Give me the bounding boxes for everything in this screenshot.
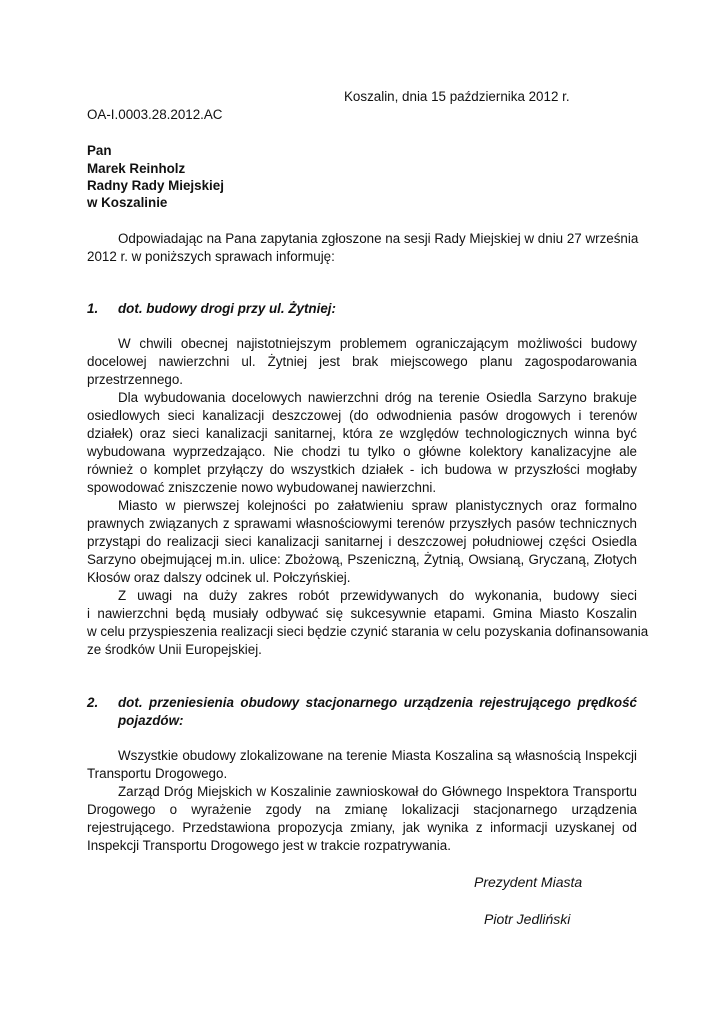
section1-line: W chwili obecnej najistotniejszym problemem ograniczającym możliwości budowy (118, 336, 637, 351)
section1-line: Z uwagi na duży zakres robót przewidywanych do wykonania, budowy sieci (118, 588, 637, 603)
recipient-name: Marek Reinholz (87, 161, 186, 176)
intro-line: Odpowiadając na Pana zapytania zgłoszone na sesji Rady Miejskiej w dniu 27 września (118, 231, 639, 246)
intro-line: 2012 r. w poniższych sprawach informuję: (87, 249, 335, 264)
section1-line: Miasto w pierwszej kolejności po załatwieniu spraw planistycznych oraz formalno (118, 498, 637, 513)
section1-line: wybudowana wyprzedzająco. Nie chodzi tu tylko o główne kolektory kanalizacyjne ale (87, 444, 637, 459)
section2-line: Transportu Drogowego. (87, 766, 228, 781)
section1-line: w celu przyspieszenia realizacji sieci będzie czynić starania w celu pozyskania dofinansowania (87, 624, 649, 639)
signature-name: Piotr Jedliński (484, 911, 571, 927)
reference-number: OA-I.0003.28.2012.AC (87, 107, 223, 122)
section1-line: prawnych związanych z sprawami własnościowymi terenów przyszłych pasów technicznych (87, 516, 637, 531)
section2-line: Drogowego o wyrażenie zgody na zmianę lokalizacji stacjonarnego urządzenia (87, 802, 637, 817)
recipient-role: Radny Rady Miejskiej (87, 178, 224, 193)
section1-line: przystąpi do realizacji sieci kanalizacji sanitarnej i deszczowej południowej części Osiedla (87, 534, 637, 549)
section1-line: i nawierzchni będą musiały odbywać się sukcesywnie etapami. Gmina Miasto Koszalin (87, 606, 637, 621)
section2-line: rejestrującego. Przedstawiona propozycja zmiany, jak wynika z informacji uzyskanej od (87, 820, 637, 835)
section2-number: 2. (87, 695, 99, 710)
section1-line: ze środków Unii Europejskiej. (87, 642, 262, 657)
section2-line: Zarząd Dróg Miejskich w Koszalinie zawnioskował do Głównego Inspektora Transportu (118, 784, 637, 799)
section1-line: docelowej nawierzchni ul. Żytniej jest brak miejscowego planu zagospodarowania (87, 354, 637, 369)
section1-line: Kłosów oraz dalszy odcinek ul. Połczyńskiej. (87, 570, 351, 585)
section1-line: Sarzyno obejmującej m.in. ulice: Zbożową, Pszeniczną, Żytnią, Owsianą, Gryczaną, Złotych (87, 552, 637, 567)
section1-line: Dla wybudowania docelowych nawierzchni dróg na terenie Osiedla Sarzyno brakuje (118, 390, 637, 405)
section1-line: spowodować zniszczenie nowo wybudowanej nawierzchni. (87, 480, 437, 495)
recipient-salutation: Pan (87, 143, 112, 158)
section1-line: osiedlowych sieci kanalizacji deszczowej (do odwodnienia pasów drogowych i terenów (87, 408, 637, 423)
section1-title: dot. budowy drogi przy ul. Żytniej: (118, 301, 336, 316)
section2-title-cont: pojazdów: (118, 713, 184, 728)
section1-line: również o komplet przyłączy do wszystkich działek - ich budowa w przyszłości mogłaby (87, 462, 637, 477)
recipient-city: w Koszalinie (87, 195, 168, 210)
place-date: Koszalin, dnia 15 października 2012 r. (344, 89, 570, 104)
section1-number: 1. (87, 301, 99, 316)
section2-line: Inspekcji Transportu Drogowego jest w trakcie rozpatrywania. (87, 838, 451, 853)
section2-line: Wszystkie obudowy zlokalizowane na terenie Miasta Koszalina są własnością Inspekcji (118, 748, 637, 763)
signature-title: Prezydent Miasta (474, 874, 583, 890)
section1-line: przestrzennego. (87, 372, 184, 387)
section2-title: dot. przeniesienia obudowy stacjonarnego urządzenia rejestrującego prędkość (118, 695, 637, 710)
section1-line: działek) oraz sieci kanalizacji sanitarnej, która ze względów technologicznych winna być (87, 426, 637, 441)
